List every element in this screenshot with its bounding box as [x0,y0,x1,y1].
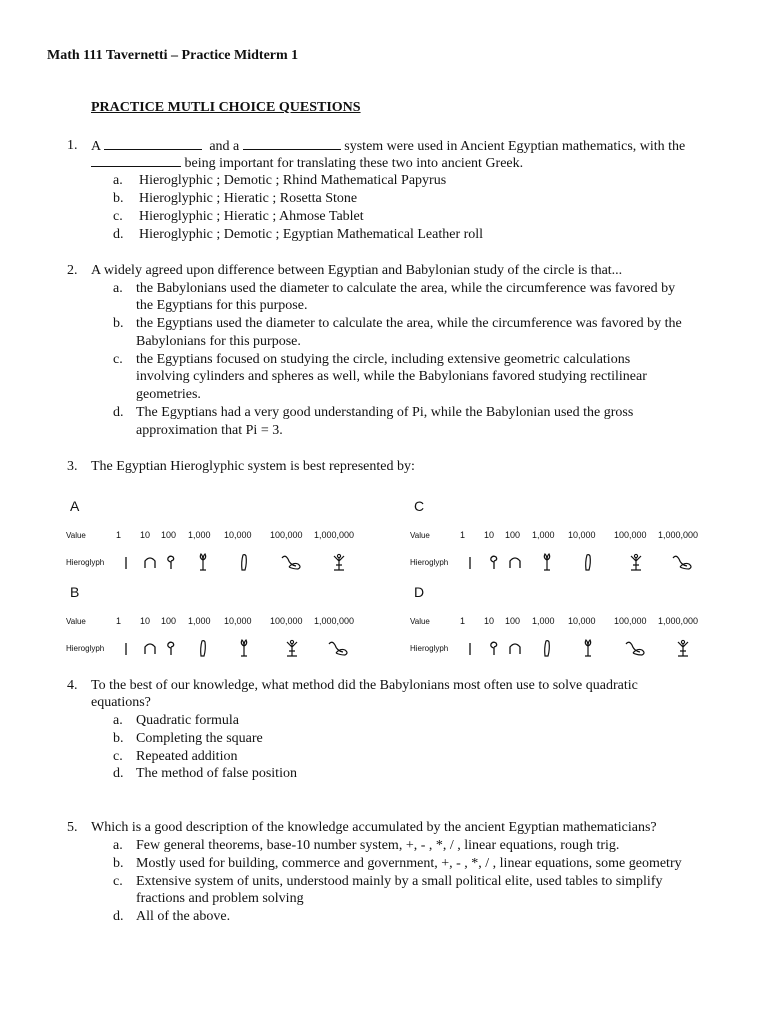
hieroglyph-row-label: Hieroglyph [410,558,449,567]
value-cell: 1,000,000 [314,616,355,626]
option-letter: c. [113,749,123,764]
tadpole-hieroglyph-icon [670,552,696,572]
value-cell: 10 [140,530,151,540]
option-text: involving cylinders and spheres as well, while the Babylonians favored studying rectilinear [136,369,647,384]
hieroglyph-table-b [60,582,380,662]
option-letter: a. [113,173,123,188]
document-title: Math 111 Tavernetti – Practice Midterm 1 [47,48,299,63]
value-cell: 100,000 [614,530,647,540]
option-letter: d. [113,227,124,242]
heel-hieroglyph-icon [507,638,523,658]
god-hieroglyph-icon [331,552,347,572]
option-text: the Egyptians used the diameter to calculate the area, while the circumference was favored by the [136,316,682,331]
value-cell: 1,000 [532,616,555,626]
question-text-line: being important for translating these two into ancient Greek. [91,154,523,173]
option-letter: b. [113,316,124,331]
table-letter: C [414,498,425,514]
section-title: PRACTICE MUTLI CHOICE QUESTIONS [91,100,361,115]
option-letter: c. [113,352,123,367]
value-row-label: Value [66,531,86,540]
option-letter: c. [113,209,123,224]
value-row-label: Value [410,531,430,540]
hieroglyph-table-c [404,496,724,576]
question-text: To the best of our knowledge, what method did the Babylonians most often use to solve quadratic [91,678,638,693]
value-cell: 100 [161,530,177,540]
value-cell: 10,000 [224,616,252,626]
option-letter: a. [113,713,123,728]
hieroglyph-row-label: Hieroglyph [66,558,105,567]
tadpole-hieroglyph-icon [326,638,352,658]
option-letter: a. [113,838,123,853]
option-letter: b. [113,731,124,746]
answer-blank [243,137,341,150]
value-cell: 1,000 [188,616,211,626]
stroke-hieroglyph-icon [462,552,478,572]
heel-hieroglyph-icon [142,552,158,572]
option-letter: a. [113,281,123,296]
question-text-line: A and a system were used in Ancient Egyptian mathematics, with the [91,139,686,154]
option-letter: d. [113,909,124,924]
value-cell: 1 [460,616,466,626]
option-text: Hieroglyphic ; Demotic ; Rhind Mathematical Papyrus [139,173,447,188]
option-text: geometries. [136,387,201,402]
tadpole-hieroglyph-icon [279,552,305,572]
option-text: Babylonians for this purpose. [136,334,301,349]
hieroglyph-table-a [60,496,380,576]
answer-blank [104,137,202,150]
value-cell: 100,000 [614,616,647,626]
value-cell: 10 [484,616,495,626]
option-letter: c. [113,874,123,889]
coil-hieroglyph-icon [163,552,179,572]
lotus-hieroglyph-icon [236,638,252,658]
value-cell: 10 [140,616,151,626]
table-letter: A [70,498,80,514]
value-cell: 10,000 [224,530,252,540]
option-text: Repeated addition [136,749,238,764]
option-text: Hieroglyphic ; Hieratic ; Ahmose Tablet [139,209,364,224]
question-number: 3. [67,459,78,474]
value-cell: 1 [460,530,466,540]
value-cell: 100 [505,616,521,626]
value-cell: 1,000,000 [658,616,699,626]
question-number: 1. [67,138,78,153]
finger-hieroglyph-icon [195,638,211,658]
option-text: the Egyptians focused on studying the circle, including extensive geometric calculations [136,352,631,367]
option-text: Extensive system of units, understood mainly by a small political elite, used tables to simplify [136,874,663,889]
heel-hieroglyph-icon [142,638,158,658]
tadpole-hieroglyph-icon [623,638,649,658]
value-cell: 1,000,000 [658,530,699,540]
option-letter: b. [113,856,124,871]
finger-hieroglyph-icon [539,638,555,658]
value-cell: 1,000,000 [314,530,355,540]
option-text: Mostly used for building, commerce and government, +, - , *, / , linear equations, some geometry [136,856,682,871]
god-hieroglyph-icon [284,638,300,658]
hieroglyph-row-label: Hieroglyph [410,644,449,653]
lotus-hieroglyph-icon [195,552,211,572]
value-cell: 1,000 [188,530,211,540]
value-cell: 1 [116,530,122,540]
value-row-label: Value [410,617,430,626]
value-cell: 10 [484,530,495,540]
god-hieroglyph-icon [675,638,691,658]
coil-hieroglyph-icon [486,638,502,658]
table-letter: D [414,584,425,600]
option-text: the Egyptians for this purpose. [136,298,308,313]
question-text: A widely agreed upon difference between Egyptian and Babylonian study of the circle is that... [91,263,623,278]
option-text: Completing the square [136,731,263,746]
value-cell: 1,000 [532,530,555,540]
value-cell: 100 [161,616,177,626]
value-cell: 10,000 [568,616,596,626]
option-text: Few general theorems, base-10 number system, +, - , *, / , linear equations, rough trig. [136,838,620,853]
option-text: Quadratic formula [136,713,240,728]
option-letter: d. [113,766,124,781]
option-text: Hieroglyphic ; Hieratic ; Rosetta Stone [139,191,358,206]
stroke-hieroglyph-icon [462,638,478,658]
value-cell: 100,000 [270,530,303,540]
option-text: The Egyptians had a very good understanding of Pi, while the Babylonian used the gross [136,405,634,420]
stroke-hieroglyph-icon [118,552,134,572]
value-row-label: Value [66,617,86,626]
value-cell: 10,000 [568,530,596,540]
option-text: approximation that Pi = 3. [136,423,283,438]
option-text: Hieroglyphic ; Demotic ; Egyptian Mathematical Leather roll [139,227,484,242]
heel-hieroglyph-icon [507,552,523,572]
finger-hieroglyph-icon [580,552,596,572]
hieroglyph-row-label: Hieroglyph [66,644,105,653]
option-text: The method of false position [136,766,297,781]
stroke-hieroglyph-icon [118,638,134,658]
value-cell: 1 [116,616,122,626]
coil-hieroglyph-icon [486,552,502,572]
option-text: the Babylonians used the diameter to calculate the area, while the circumference was favored by [136,281,676,296]
table-letter: B [70,584,80,600]
answer-blank [91,154,181,167]
coil-hieroglyph-icon [163,638,179,658]
question-number: 5. [67,820,78,835]
finger-hieroglyph-icon [236,552,252,572]
value-cell: 100 [505,530,521,540]
question-number: 4. [67,678,78,693]
value-cell: 100,000 [270,616,303,626]
option-letter: d. [113,405,124,420]
question-text: equations? [91,695,151,710]
hieroglyph-table-d [404,582,724,662]
lotus-hieroglyph-icon [580,638,596,658]
option-text: All of the above. [136,909,231,924]
lotus-hieroglyph-icon [539,552,555,572]
question-text: The Egyptian Hieroglyphic system is best represented by: [91,459,415,474]
option-letter: b. [113,191,124,206]
god-hieroglyph-icon [628,552,644,572]
option-text: fractions and problem solving [136,891,304,906]
question-text: Which is a good description of the knowledge accumulated by the ancient Egyptian mathematicians? [91,820,657,835]
question-number: 2. [67,263,78,278]
